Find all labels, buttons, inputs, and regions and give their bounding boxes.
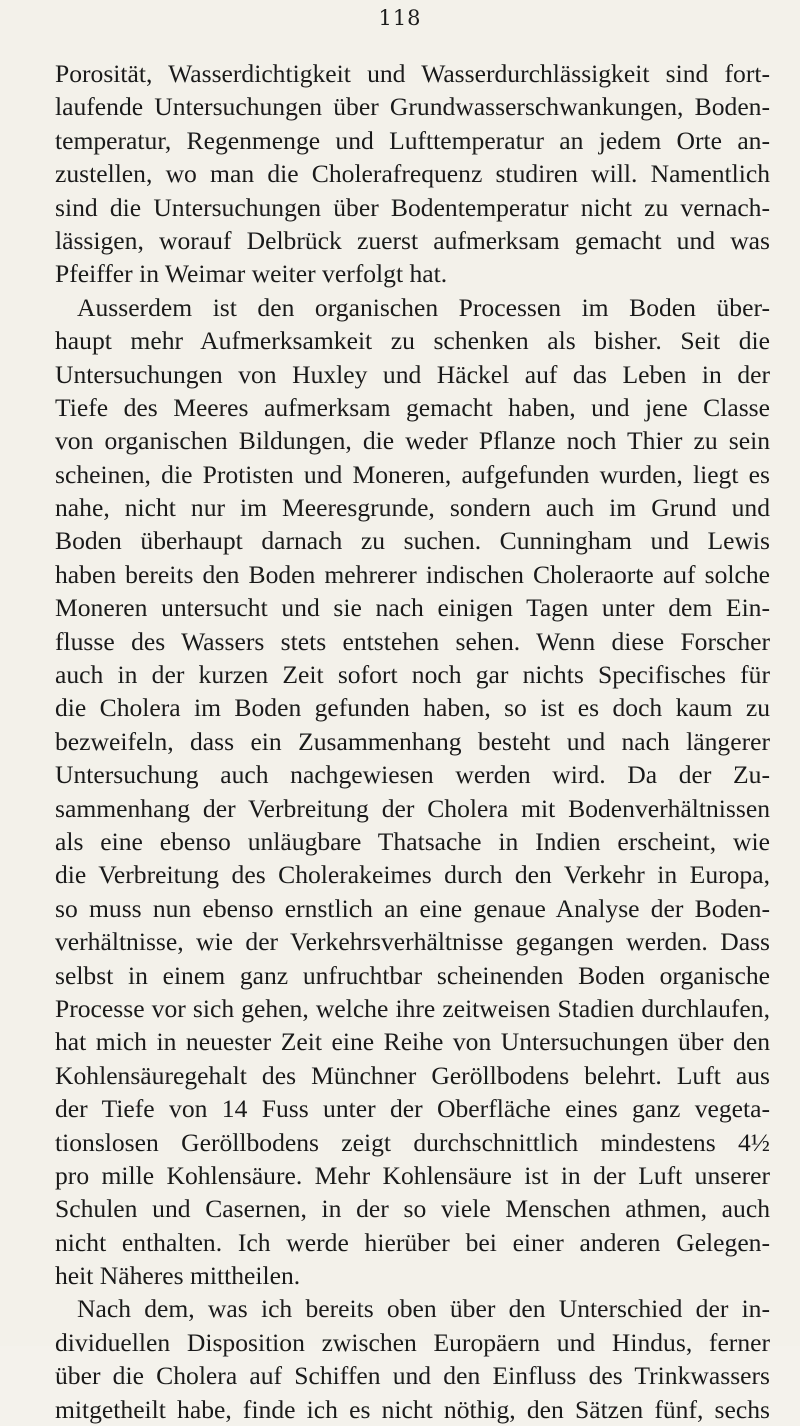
text-line: Tiefe des Meeres aufmerksam gemacht haben, und jene Classe (55, 392, 770, 422)
text-line: scheinen, die Protisten und Moneren, aufgefunden wurden, liegt es (55, 459, 770, 489)
text-line: Ausserdem ist den organischen Processen im Boden über- (77, 292, 770, 322)
text-line: Boden überhaupt darnach zu suchen. Cunningham und Lewis (55, 526, 770, 556)
text-line: hat mich in neuester Zeit eine Reihe von Untersuchungen über den (55, 1027, 770, 1057)
text-line: sind die Untersuchungen über Bodentemperatur nicht zu vernach- (55, 192, 770, 222)
text-line: selbst in einem ganz unfruchtbar scheinenden Boden organische (55, 960, 770, 990)
text-line: Kohlensäuregehalt des Münchner Geröllbodens belehrt. Luft aus (55, 1060, 770, 1090)
text-line: Processe vor sich gehen, welche ihre zeitweisen Stadien durchlaufen, (55, 993, 770, 1023)
text-line: der Tiefe von 14 Fuss unter der Oberfläche eines ganz vegeta- (55, 1094, 770, 1124)
text-line: verhältnisse, wie der Verkehrsverhältnisse gegangen werden. Dass (55, 927, 770, 957)
text-line: sammenhang der Verbreitung der Cholera mit Bodenverhältnissen (55, 793, 770, 823)
page-number: 118 (378, 6, 422, 30)
text-line: Nach dem, was ich bereits oben über den Unterschied der in- (77, 1294, 770, 1324)
text-line: als eine ebenso unläugbare Thatsache in Indien erscheint, wie (55, 826, 770, 856)
text-line: Untersuchungen von Huxley und Häckel auf das Leben in der (55, 359, 770, 389)
text-line: die Cholera im Boden gefunden haben, so ist es doch kaum zu (55, 693, 770, 723)
text-line: über die Cholera auf Schiffen und den Einfluss des Trinkwassers (55, 1361, 770, 1391)
text-line: flusse des Wassers stets entstehen sehen. Wenn diese Forscher (55, 626, 770, 656)
text-line: Untersuchung auch nachgewiesen werden wird. Da der Zu- (55, 760, 770, 790)
text-line: haupt mehr Aufmerksamkeit zu schenken als bisher. Seit die (55, 326, 770, 356)
text-line: bezweifeln, dass ein Zusammenhang besteht und nach längerer (55, 726, 770, 756)
text-line: zustellen, wo man die Cholerafrequenz studiren will. Namentlich (55, 159, 770, 189)
text-line: temperatur, Regenmenge und Lufttemperatur an jedem Orte an- (55, 125, 770, 155)
text-line: nahe, nicht nur im Meeresgrunde, sondern auch im Grund und (55, 493, 770, 523)
text-line: Moneren untersucht und sie nach einigen Tagen unter dem Ein- (55, 593, 770, 623)
text-line: auch in der kurzen Zeit sofort noch gar nichts Specifisches für (55, 660, 770, 690)
text-line: dividuellen Disposition zwischen Europäern und Hindus, ferner (55, 1327, 770, 1357)
text-line: Pfeiffer in Weimar weiter verfolgt hat. (55, 259, 448, 289)
text-line: tionslosen Geröllbodens zeigt durchschnittlich mindestens 4½ (55, 1127, 770, 1157)
text-line: laufende Untersuchungen über Grundwasserschwankungen, Boden- (55, 92, 770, 122)
text-line: pro mille Kohlensäure. Mehr Kohlensäure ist in der Luft unserer (55, 1160, 770, 1190)
text-line: Porosität, Wasserdichtigkeit und Wasserdurchlässigkeit sind fort- (55, 59, 770, 88)
text-line: heit Näheres mittheilen. (55, 1261, 301, 1291)
text-line: von organischen Bildungen, die weder Pflanze noch Thier zu sein (55, 426, 770, 456)
text-line: so muss nun ebenso ernstlich an eine genaue Analyse der Boden- (55, 893, 770, 923)
body-text (55, 57, 770, 1426)
text-line: Schulen und Casernen, in der so viele Menschen athmen, auch (55, 1194, 770, 1224)
text-line: haben bereits den Boden mehrerer indischen Choleraorte auf solche (55, 559, 770, 589)
text-line: nicht enthalten. Ich werde hierüber bei einer anderen Gelegen- (55, 1227, 770, 1257)
text-line: lässigen, worauf Delbrück zuerst aufmerksam gemacht und was (55, 225, 770, 255)
text-line: mitgetheilt habe, finde ich es nicht nöthig, den Sätzen fünf, sechs (55, 1394, 770, 1424)
text-line: die Verbreitung des Cholerakeimes durch den Verkehr in Europa, (55, 860, 770, 890)
